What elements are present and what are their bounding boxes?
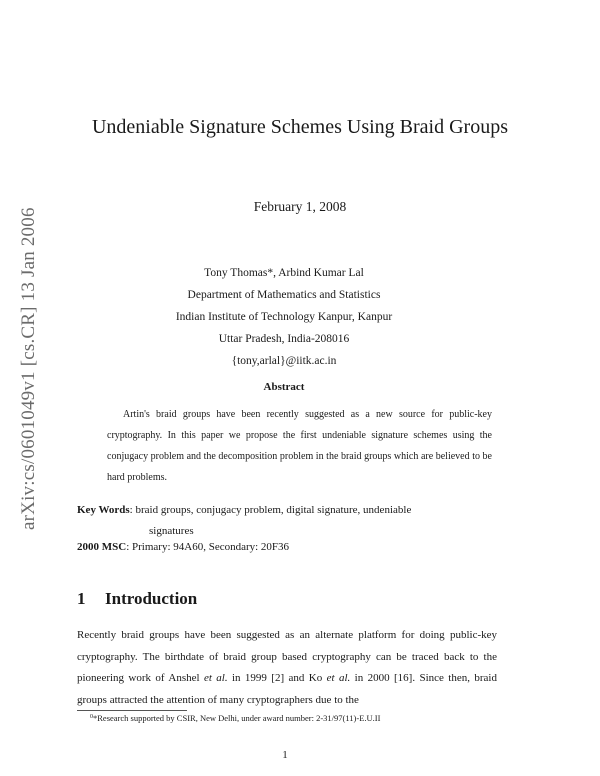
msc-text: : Primary: 94A60, Secondary: 20F36 xyxy=(126,541,290,553)
author-institute: Indian Institute of Technology Kanpur, Kanpur xyxy=(175,311,393,323)
keywords-label: Key Words xyxy=(77,504,130,516)
introduction-paragraph xyxy=(77,625,497,711)
intro-text-3: in 2000 [16]. Since then, braid groups attracted the attention of many cryptographers due to the xyxy=(77,672,497,706)
paper-title: Undeniable Signature Schemes Using Braid Groups xyxy=(91,116,509,138)
author-block xyxy=(0,262,568,372)
abstract-text: Artin's braid groups have been recently suggested as a new source for public-key cryptography. In this paper we propose the first undeniable signature schemes using the conjugacy problem and the decomposition problem in the braid groups which are believed to be hard problems. xyxy=(107,409,492,483)
section-number: 1 xyxy=(77,589,86,608)
intro-text-2: in 1999 [2] and Ko xyxy=(227,672,327,684)
footnote-mark: 0 xyxy=(90,714,93,720)
abstract-heading: Abstract xyxy=(263,381,305,393)
section-heading-introduction xyxy=(77,589,197,609)
keywords xyxy=(77,500,497,542)
author-department: Department of Mathematics and Statistics xyxy=(187,289,381,301)
paper-date: February 1, 2008 xyxy=(253,199,347,214)
keywords-text: : braid groups, conjugacy problem, digital signature, undeniable xyxy=(129,504,412,516)
footnote-rule xyxy=(77,710,187,711)
author-address: Uttar Pradesh, India-208016 xyxy=(218,333,350,345)
arxiv-identifier-stamp: arXiv:cs/0601049v1 [cs.CR] 13 Jan 2006 xyxy=(18,207,39,530)
intro-text-1: Recently braid groups have been suggested as an alternate platform for doing public-key cryptography. The birthdate of braid group based cryptography can be traced back to the pioneering work of Anshel xyxy=(77,629,497,684)
intro-etal-2: et al. xyxy=(326,672,351,684)
section-title: Introduction xyxy=(105,589,198,608)
footnote-text: *Research supported by CSIR, New Delhi, under award number: 2-31/97(11)-E.U.II xyxy=(93,713,381,723)
footnote xyxy=(90,713,380,723)
keywords-text-continued: signatures xyxy=(149,525,194,537)
author-names: Tony Thomas*, Arbind Kumar Lal xyxy=(204,267,364,279)
msc-classification xyxy=(77,541,289,553)
intro-etal-1: et al. xyxy=(203,672,228,684)
author-email: {tony,arlal}@iitk.ac.in xyxy=(231,355,337,367)
msc-label: 2000 MSC xyxy=(77,541,127,553)
page-number: 1 xyxy=(282,749,288,761)
